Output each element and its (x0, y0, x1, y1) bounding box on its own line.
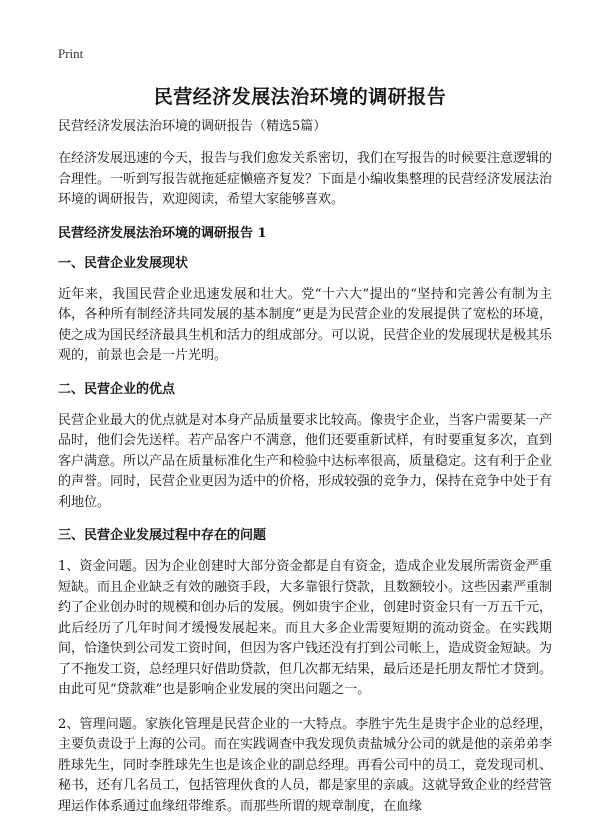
page-title: 民营经济发展法治环境的调研报告 (153, 86, 447, 108)
print-link[interactable]: Print (58, 46, 84, 61)
section-block (58, 285, 552, 367)
section-heading: 二、民营企业的优点 (58, 381, 176, 397)
document-body (58, 118, 552, 831)
section-heading: 三、民营企业发展过程中存在的问题 (58, 528, 267, 543)
section-block (58, 715, 552, 818)
intro-paragraph: 在经济发展迅速的今天，报告与我们愈发关系密切，我们在写报告的时候要注意逻辑的合理性。一听到写报告就拖延症懒癌齐复发？下面是小编收集整理的民营经济发展法治环境的调研报告，欢迎阅读，希望大家能够喜欢。 (58, 151, 553, 207)
document-subtitle: 民营经济发展法治环境的调研报告（精选5篇） (58, 119, 327, 134)
section-block (58, 411, 552, 514)
section-paragraph: 1、资金问题。因为企业创建时大部分资金都是自有资金，造成企业发展所需资金严重短缺。而且企业缺乏有效的融资手段，大多靠银行贷款，且数额较小。这些因素严重制约了企业创办时的规模和创办后的发展。例如贵宇企业，创建时资金只有一万五千元，此后经历了几年时间才缓慢发展起来。而且大多企业需要短期的流动资金。在实践期间，恰逢快到公司发工资时间，但因为客户钱还没有打到公司帐上，造成资金短缺。为了不拖发工资，总经理只好借助贷款，但几次都无结果，最后还是托朋友帮忙才贷到。由此可见“贷款难”也是影响企业发展的突出问题之一。 (58, 559, 553, 697)
section-heading: 一、民营企业发展现状 (58, 255, 189, 271)
section-paragraph: 2、管理问题。家族化管理是民营企业的一大特点。李胜宇先生是贵宇企业的总经理，主要负责设于上海的公司。而在实践调查中我发现负责盐城分公司的就是他的亲弟弟李胜球先生，同时李胜球先生也是该企业的副总经理。再看公司中的员工，竟发现司机、秘书，还有几名员工，包括管理伙食的人员，都是家里的亲戚。这就导致企业的经营管理运作体系通过血缘纽带维系。而那些所谓的规章制度，在血缘 (58, 716, 553, 814)
section-block (58, 557, 552, 701)
section-paragraph: 民营企业最大的优点就是对本身产品质量要求比较高。像贵宇企业，当客户需要某一产品时，他们会先送样。若产品客户不满意，他们还要重新试样，有时要重复多次，直到客户满意。所以产品在质量标准化生产和检验中达标率很高，质量稳定。这有利于企业的声誉。同时，民营企业更因为适中的价格，形成较强的竞争力，保持在竞争中处于有利地位。 (58, 412, 553, 510)
section-paragraph: 近年来，我国民营企业迅速发展和壮大。党“十六大”提出的“坚持和完善公有制为主体，各种所有制经济共同发展的基本制度”更是为民营企业的发展提供了宽松的环境，使之成为国民经济最具生机和活力的组成部分。可以说，民营企业的发展现状是极其乐观的，前景也会是一片光明。 (58, 286, 553, 363)
report-heading: 民营经济发展法治环境的调研报告 1 (58, 225, 267, 241)
